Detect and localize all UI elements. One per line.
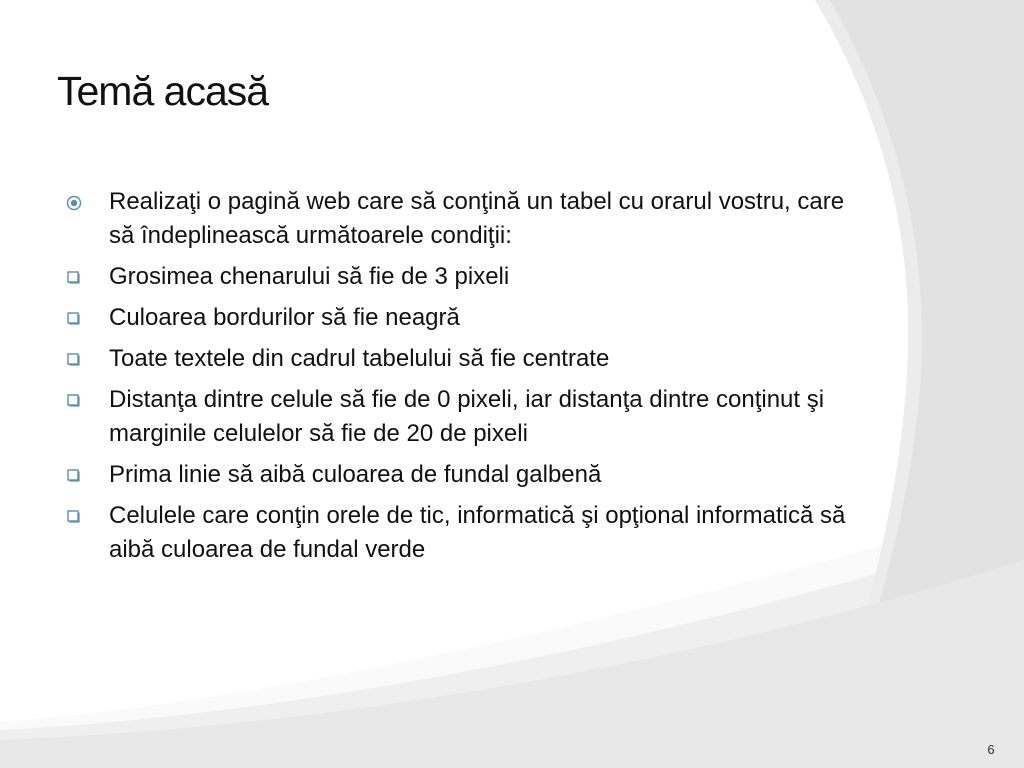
bullet-list — [66, 185, 856, 574]
slide-page-number: 6 — [987, 742, 995, 757]
bullet-text: Culoarea bordurilor să fie neagră — [109, 304, 460, 331]
bullet-text: Distanţa dintre celule să fie de 0 pixeli, iar distanţa dintre conţinut şi marginile celulelor să fie de 20 de pixeli — [109, 386, 825, 447]
square-bullet-icon — [66, 301, 86, 335]
bullet-item — [66, 383, 856, 451]
bullet-item — [66, 499, 856, 567]
bullet-text: Grosimea chenarului să fie de 3 pixeli — [109, 263, 510, 290]
bullet-text: Toate textele din cadrul tabelului să fie centrate — [109, 345, 610, 372]
square-bullet-icon — [66, 499, 86, 533]
circle-dot-bullet-icon — [66, 185, 86, 219]
bullet-item — [66, 342, 856, 376]
bullet-text: Prima linie să aibă culoarea de fundal galbenă — [109, 461, 602, 488]
slide-title: Temă acasă — [57, 68, 269, 114]
square-bullet-icon — [66, 383, 86, 417]
square-bullet-icon — [66, 342, 86, 376]
square-bullet-icon — [66, 260, 86, 294]
bullet-item — [66, 458, 856, 492]
bullet-item — [66, 185, 856, 253]
bullet-item — [66, 301, 856, 335]
bullet-item — [66, 260, 856, 294]
bullet-text: Realizaţi o pagină web care să conţină un tabel cu orarul vostru, care să îndeplinească următoarele condiţii: — [109, 188, 845, 249]
square-bullet-icon — [66, 458, 86, 492]
bullet-text: Celulele care conţin orele de tic, informatică şi opţional informatică să aibă culoarea de fundal verde — [109, 502, 846, 563]
